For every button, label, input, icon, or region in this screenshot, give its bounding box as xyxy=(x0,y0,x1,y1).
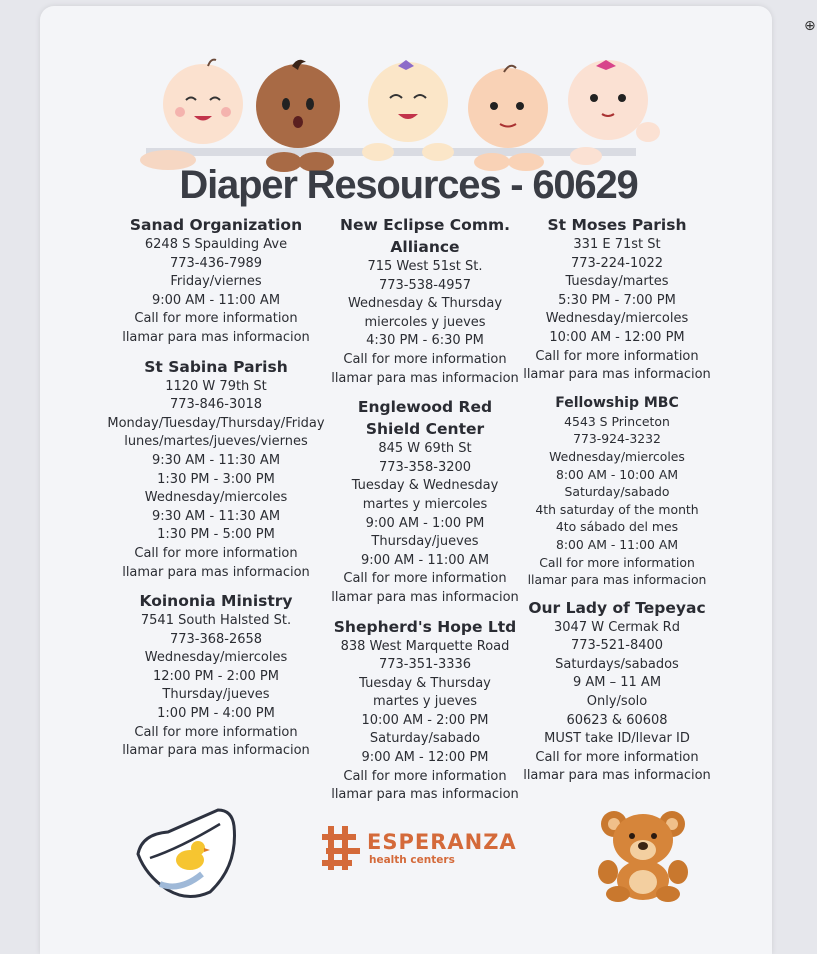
organization-address: 838 West Marquette Road xyxy=(340,638,510,654)
schedule-line: Friday/viernes xyxy=(170,274,262,290)
resource-column-2 xyxy=(330,214,520,805)
organization-block xyxy=(522,214,712,385)
schedule-line: Wednesday/miercoles xyxy=(545,311,689,327)
organization-address: 3047 W Cermak Rd xyxy=(554,619,680,635)
info-line: Call for more information xyxy=(539,554,695,570)
schedule-line: 9:00 AM - 12:00 PM xyxy=(361,750,489,766)
info-line: llamar para mas informacion xyxy=(523,367,711,383)
info-line: llamar para mas informacion xyxy=(331,589,519,605)
teddy-bear-icon xyxy=(590,806,695,902)
schedule-line: Only/solo xyxy=(586,694,648,710)
organization-phone: 773-358-3200 xyxy=(378,459,472,475)
schedule-line: Saturday/sabado xyxy=(564,484,670,500)
schedule-line: 10:00 AM - 12:00 PM xyxy=(549,329,685,345)
organization-name: St Moses Parish xyxy=(547,216,687,234)
schedule-line: 1:30 PM - 5:00 PM xyxy=(157,527,275,543)
organization-block xyxy=(330,616,520,805)
organization-phone: 773-538-4957 xyxy=(378,277,472,293)
organization-name: Koinonia Ministry xyxy=(139,592,293,611)
schedule-line: martes y miercoles xyxy=(362,496,488,512)
organization-block xyxy=(522,597,712,786)
schedule-line: 1:30 PM - 3:00 PM xyxy=(157,471,275,487)
schedule-line: 4to sábado del mes xyxy=(555,519,679,535)
organization-phone: 773-521-8400 xyxy=(570,638,664,654)
schedule-line: 60623 & 60608 xyxy=(566,712,668,728)
organization-name: New Eclipse Comm. xyxy=(339,216,511,234)
organization-name: Alliance xyxy=(390,238,460,256)
schedule-line: 4:30 PM - 6:30 PM xyxy=(366,333,484,349)
schedule-line: 9:00 AM - 1:00 PM xyxy=(365,515,485,531)
schedule-line: 8:00 AM - 10:00 AM xyxy=(555,466,679,482)
info-line: Call for more information xyxy=(134,311,298,327)
schedule-line: Wednesday/miercoles xyxy=(144,650,288,666)
info-line: Call for more information xyxy=(535,749,699,765)
schedule-line: Monday/Tuesday/Thursday/Friday xyxy=(107,415,325,431)
esperanza-logo-name: ESPERANZA xyxy=(367,830,517,854)
organization-name: Shield Center xyxy=(365,420,485,439)
zoom-in-icon[interactable]: ⊕ xyxy=(804,18,816,34)
schedule-line: 10:00 AM - 2:00 PM xyxy=(361,712,489,728)
schedule-line: 9 AM – 11 AM xyxy=(572,675,662,691)
schedule-line: 12:00 PM - 2:00 PM xyxy=(153,668,279,684)
organization-name: Our Lady of Tepeyac xyxy=(528,598,706,617)
organization-address: 715 West 51st St. xyxy=(367,259,483,274)
info-line: Call for more information xyxy=(535,348,699,364)
organization-phone: 773-351-3336 xyxy=(378,657,472,673)
resource-column-1 xyxy=(103,214,329,761)
schedule-line: Tuesday & Wednesday xyxy=(351,478,499,494)
esperanza-logo xyxy=(322,820,517,878)
organization-block xyxy=(330,396,520,607)
info-line: Call for more information xyxy=(343,351,507,367)
info-line: llamar para mas informacion xyxy=(527,572,707,588)
schedule-line: Tuesday/martes xyxy=(565,274,669,290)
info-line: llamar para mas informacion xyxy=(523,768,711,784)
organization-phone: 773-368-2658 xyxy=(169,631,263,647)
info-line: Call for more information xyxy=(134,724,298,740)
resource-column-3 xyxy=(522,214,712,786)
organization-address: 4543 S Princeton xyxy=(564,413,670,429)
info-line: llamar para mas informacion xyxy=(122,564,310,580)
organization-name: Shepherd's Hope Ltd xyxy=(333,617,517,636)
organization-address: 7541 South Halsted St. xyxy=(140,613,292,629)
info-line: llamar para mas informacion xyxy=(122,329,310,345)
schedule-line: Wednesday/miercoles xyxy=(144,490,288,506)
organization-phone: 773-924-3232 xyxy=(573,431,661,447)
schedule-line: 9:30 AM - 11:30 AM xyxy=(151,452,281,468)
info-line: Call for more information xyxy=(343,768,507,784)
schedule-line: Thursday/jueves xyxy=(162,687,270,703)
organization-address: 6248 S Spaulding Ave xyxy=(144,237,288,252)
schedule-line: miercoles y jueves xyxy=(364,314,486,330)
schedule-line: Wednesday & Thursday xyxy=(347,296,503,312)
esperanza-logo-subtitle: health centers xyxy=(369,854,455,866)
info-line: Call for more information xyxy=(134,545,298,561)
organization-address: 331 E 71st St xyxy=(573,237,661,252)
organization-phone: 773-224-1022 xyxy=(570,255,664,271)
schedule-line: lunes/martes/jueves/viernes xyxy=(124,434,308,450)
organization-block xyxy=(330,214,520,388)
schedule-line: 9:00 AM - 11:00 AM xyxy=(360,552,490,568)
diaper-icon xyxy=(130,806,240,906)
organization-phone: 773-436-7989 xyxy=(169,255,263,271)
info-line: Call for more information xyxy=(343,571,507,587)
info-line: llamar para mas informacion xyxy=(331,787,519,803)
schedule-line: 9:00 AM - 11:00 AM xyxy=(151,292,281,308)
info-line: llamar para mas informacion xyxy=(331,370,519,386)
schedule-line: 8:00 AM - 11:00 AM xyxy=(555,536,679,552)
schedule-line: 5:30 PM - 7:00 PM xyxy=(558,292,676,308)
organization-name: St Sabina Parish xyxy=(144,357,288,376)
organization-block xyxy=(103,590,329,761)
organization-name: Sanad Organization xyxy=(129,216,303,234)
organization-block xyxy=(103,214,329,348)
organization-phone: 773-846-3018 xyxy=(169,397,263,413)
schedule-line: Wednesday/miercoles xyxy=(549,448,685,464)
schedule-line: Thursday/jueves xyxy=(371,534,479,550)
schedule-line: Tuesday & Thursday xyxy=(359,675,491,691)
organization-name: Englewood Red xyxy=(357,398,493,417)
organization-address: 1120 W 79th St xyxy=(165,378,267,394)
organization-address: 845 W 69th St xyxy=(378,441,472,457)
organization-name: Fellowship MBC xyxy=(555,394,679,411)
schedule-line: Saturday/sabado xyxy=(369,731,481,747)
page-title: Diaper Resources - 60629 xyxy=(179,163,638,207)
esperanza-logo-icon xyxy=(322,822,362,874)
schedule-line: martes y jueves xyxy=(372,694,478,710)
organization-block xyxy=(103,356,329,583)
schedule-line: 1:00 PM - 4:00 PM xyxy=(157,706,275,722)
organization-block xyxy=(522,393,712,589)
schedule-line: 9:30 AM - 11:30 AM xyxy=(151,508,281,524)
info-line: llamar para mas informacion xyxy=(122,743,310,759)
schedule-line: Saturdays/sabados xyxy=(555,656,679,672)
schedule-line: 4th saturday of the month xyxy=(535,501,699,517)
requirement-line: MUST take ID/llevar ID xyxy=(544,731,690,747)
